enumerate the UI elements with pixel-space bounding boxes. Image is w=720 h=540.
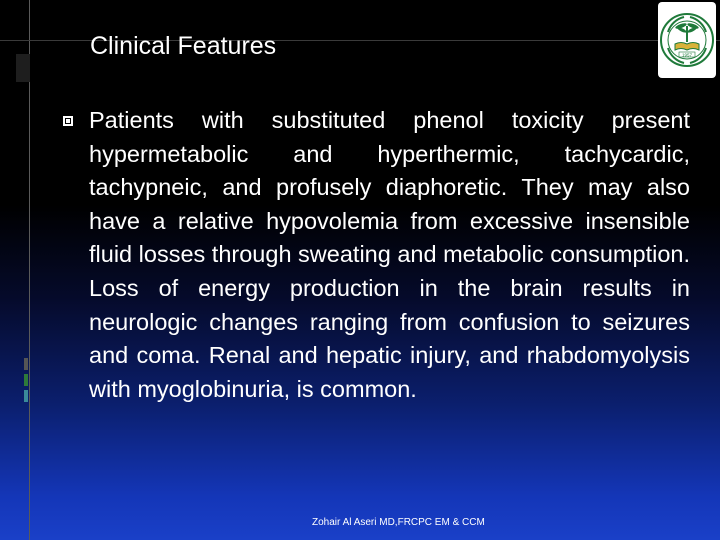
accent-block-teal [24,390,28,402]
accent-block-green [24,374,28,386]
accent-block-top [16,54,30,82]
slide-title: Clinical Features [90,32,277,60]
university-logo-icon [658,2,716,78]
square-bullet-icon [62,114,74,126]
accent-block-gray [24,358,28,370]
bullet-text: Patients with substituted phenol toxicity present hypermetabolic and hyperthermic, tachycardic, tachypneic, and profusely diaphoretic. They may also have a relative hypovolemia from excessive insensible fluid losses through sweating and metabolic consumption. Loss of energy production in the brain results in neurologic changes ranging from confusion to seizures and coma. Renal and hepatic injury, and rhabdomyolysis with myoglobinuria, is common. [89,107,690,402]
footer-text: Zohair Al Aseri MD,FRCPC EM & CCM [312,517,485,528]
svg-text:1957: 1957 [681,52,693,58]
